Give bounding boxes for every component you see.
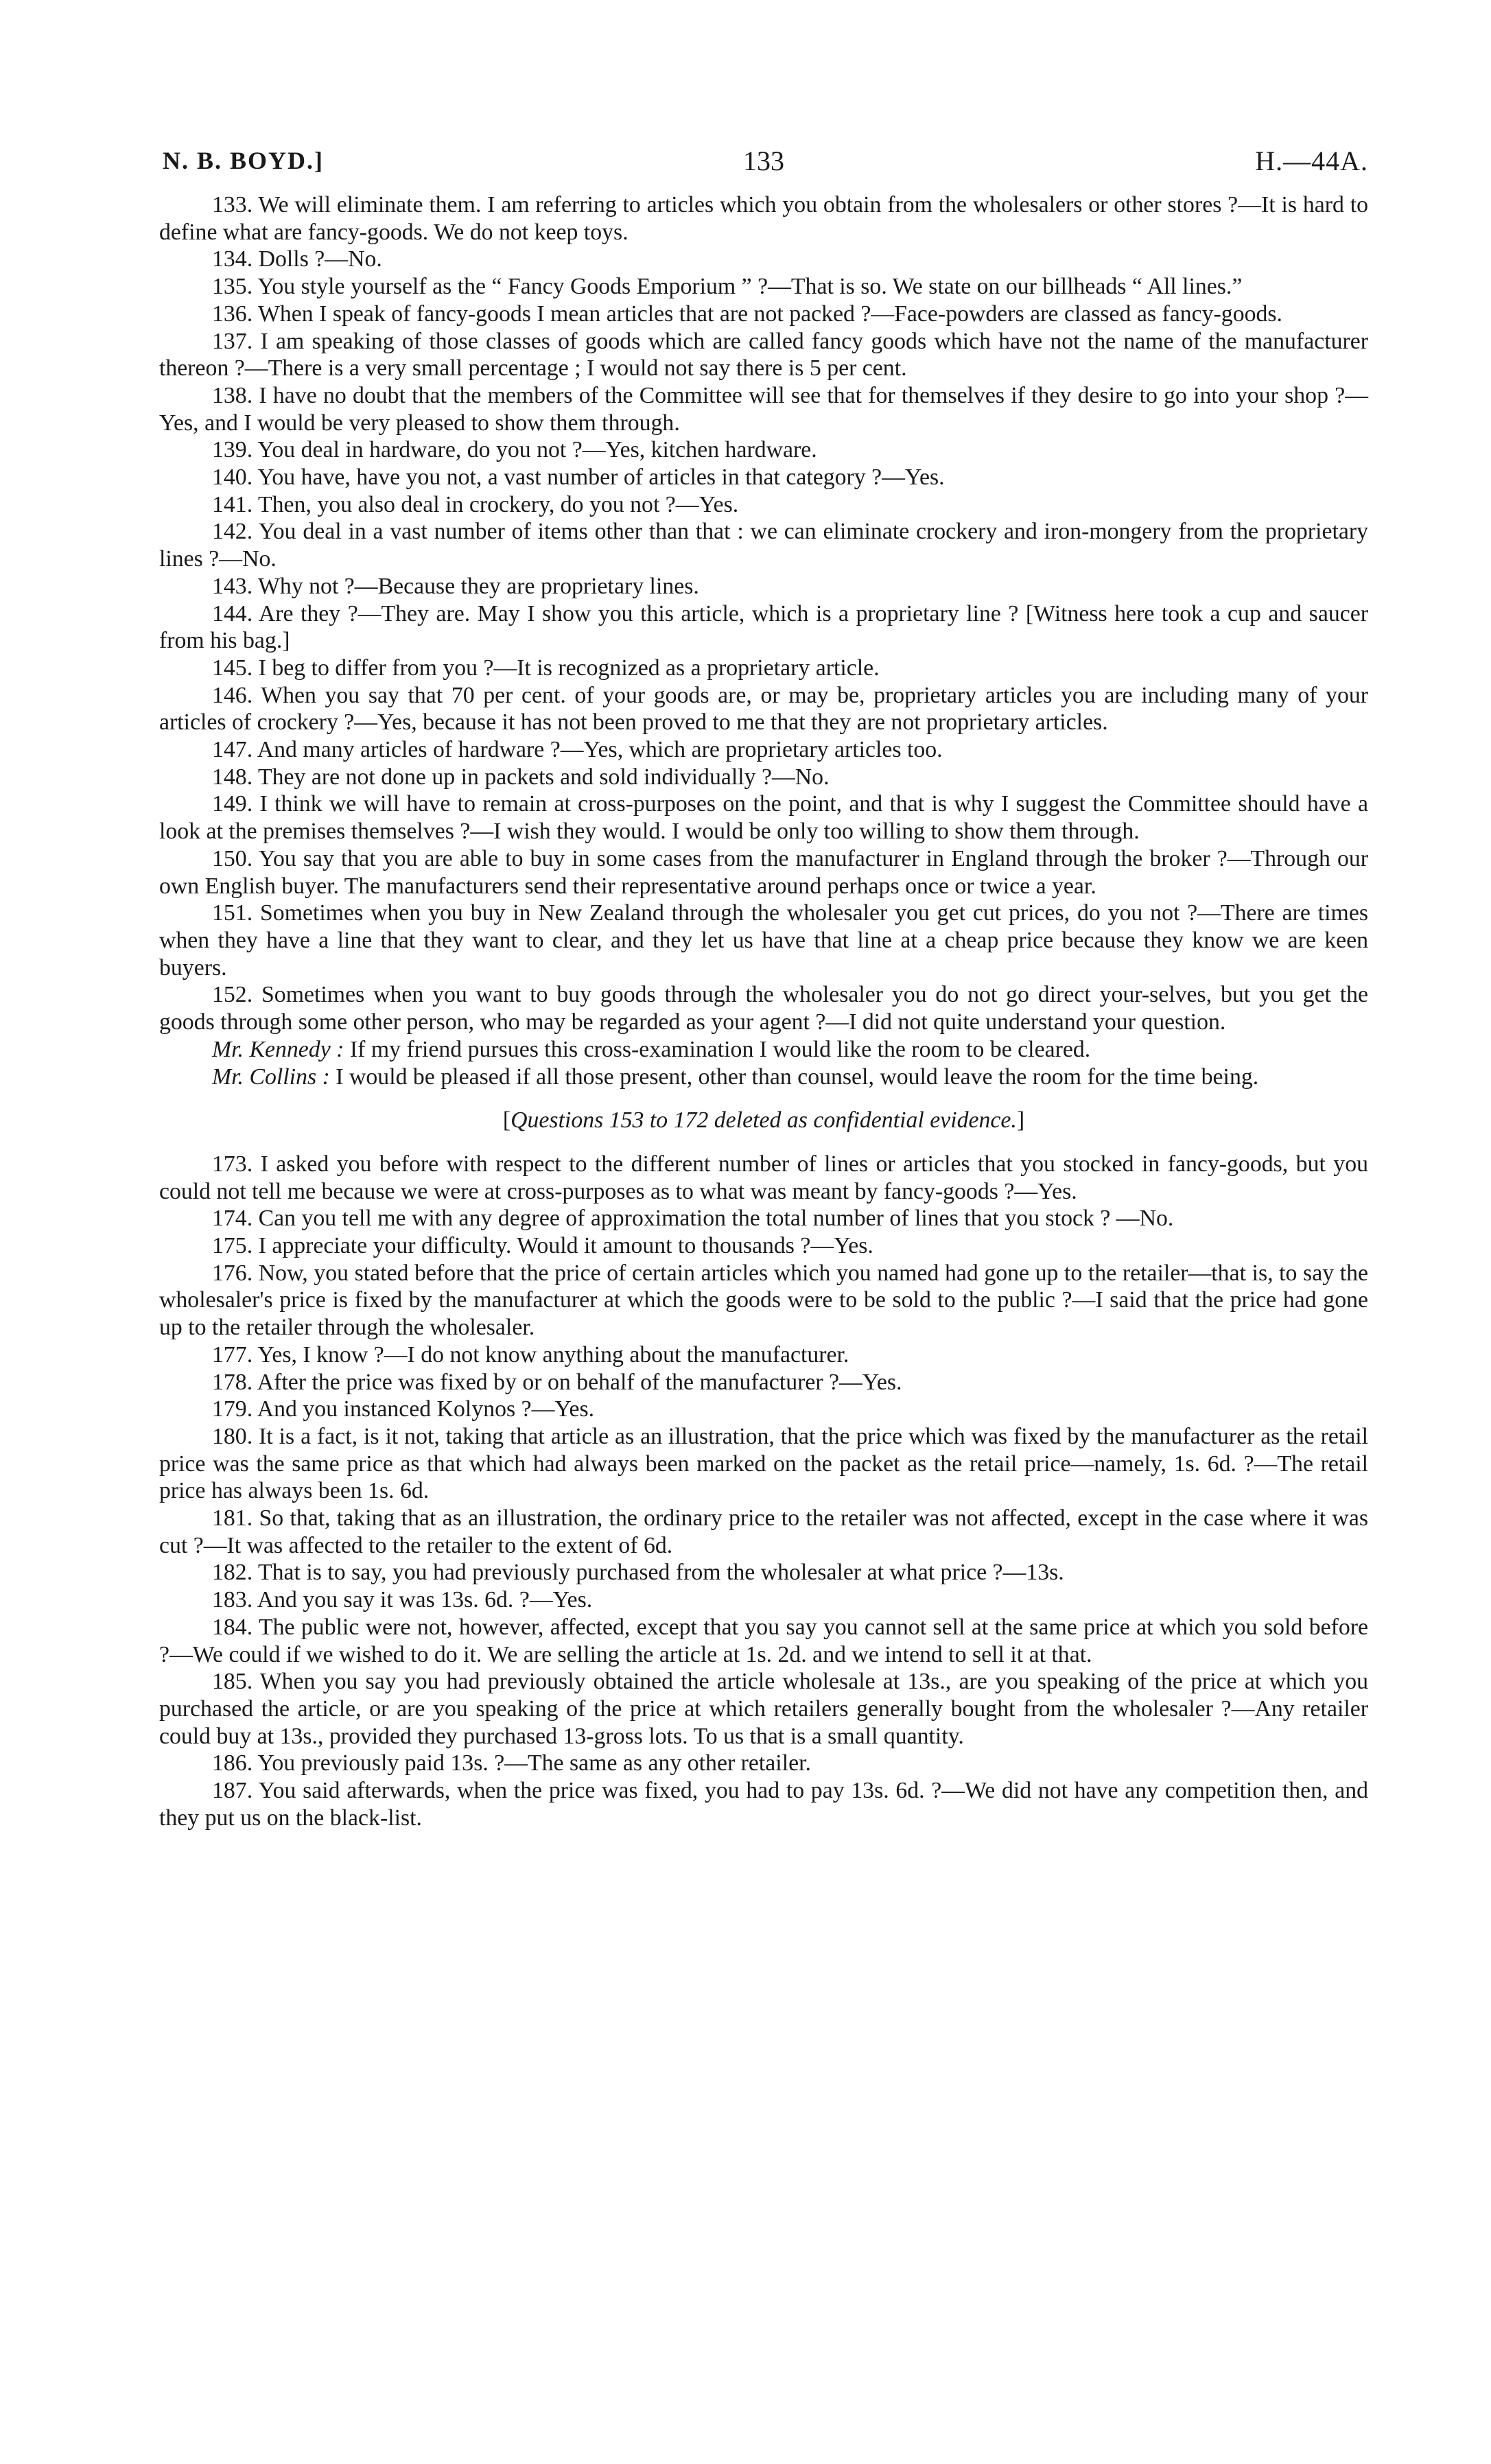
witness-name: N. B. BOYD.] [163, 147, 325, 174]
question-text: Dolls ?—No. [258, 246, 382, 272]
question-text: They are not done up in packets and sold individually ?—No. [258, 764, 830, 790]
question-number: 152. [212, 982, 253, 1008]
question-paragraph [159, 845, 1368, 900]
question-text: I asked you before with respect to the different number of lines or articles that you stocked in fancy-goods, but you could not tell me because we were at cross-purposes as to what was meant by fancy-goods ?—Yes. [159, 1151, 1368, 1204]
question-number: 140. [212, 465, 253, 491]
question-text: I beg to differ from you ?—It is recognized as a proprietary article. [258, 655, 880, 681]
question-number: 147. [212, 737, 253, 763]
question-text: After the price was fixed by or on behalf of the manufacturer ?—Yes. [257, 1369, 902, 1395]
question-text: I have no doubt that the members of the Committee will see that for themselves if they desire to go into your shop ?—Yes, and I would be very pleased to show them through. [159, 382, 1369, 436]
question-text: Sometimes when you buy in New Zealand through the wholesaler you get cut prices, do you not ?—There are times when they have a line that they want to clear, and they let us have that line at a cheap price because they know we are keen buyers. [159, 900, 1368, 981]
question-text: It is a fact, is it not, taking that article as an illustration, that the price which was fixed by the manufacturer as the retail price was the same price as that which had always been marked on the packet as the retail price—namely, 1s. 6d. ?—The retail price has always been 1s. 6d. [159, 1423, 1369, 1504]
question-number: 183. [212, 1587, 253, 1613]
question-text: I am speaking of those classes of goods which are called fancy goods which have not the name of the manufacturer thereon ?—There is a very small percentage ; I would not say there is 5 per cent. [159, 328, 1369, 382]
question-paragraph [159, 790, 1368, 845]
question-number: 144. [212, 600, 253, 626]
question-paragraph [159, 1777, 1368, 1831]
question-text: Sometimes when you want to buy goods through the wholesaler you do not go direct your-selves, but you get the goods through some other person, who may be regarded as your agent ?—I did not quite understand your question. [159, 982, 1369, 1035]
question-text: You deal in hardware, do you not ?—Yes, kitchen hardware. [257, 437, 817, 463]
question-paragraph [159, 655, 1368, 682]
page-header [159, 145, 1368, 176]
question-paragraph [159, 1151, 1368, 1205]
question-paragraph [159, 1559, 1368, 1586]
question-number: 134. [212, 246, 253, 272]
speaker-remark [159, 1064, 1368, 1091]
question-paragraph [159, 900, 1368, 981]
question-paragraph [159, 573, 1368, 600]
question-number: 142. [212, 519, 253, 545]
question-paragraph [159, 1586, 1368, 1614]
document-code: H.—44A. [1255, 145, 1368, 176]
question-text: Yes, I know ?—I do not know anything about the manufacturer. [257, 1341, 849, 1368]
question-paragraph [159, 301, 1368, 328]
question-text: When you say that 70 per cent. of your goods are, or may be, proprietary articles you are including many of your articles of crockery ?—Yes, because it has not been proved to me that they are not proprietary articles. [159, 682, 1368, 736]
question-number: 145. [212, 655, 253, 681]
question-text: That is to say, you had previously purchased from the wholesaler at what price ?—13s. [258, 1560, 1064, 1586]
question-paragraph [159, 1205, 1368, 1232]
question-paragraph [159, 328, 1368, 382]
question-number: 149. [212, 791, 253, 817]
speaker-text: If my friend pursues this cross-examination I would like the room to be cleared. [349, 1036, 1091, 1062]
deleted-evidence-note: [Questions 153 to 172 deleted as confidential evidence.] [502, 1107, 1025, 1134]
question-number: 175. [212, 1233, 253, 1259]
question-number: 176. [212, 1260, 253, 1286]
speaker-remark [159, 1036, 1368, 1064]
question-paragraph [159, 191, 1368, 246]
question-text: You have, have you not, a vast number of articles in that category ?—Yes. [257, 465, 945, 491]
question-text: So that, taking that as an illustration, the ordinary price to the retailer was not affected, except in the case where it was cut ?—It was affected to the retailer to the extent of 6d. [159, 1505, 1368, 1558]
question-number: 146. [212, 682, 253, 708]
question-paragraph [159, 246, 1368, 273]
question-number: 143. [212, 573, 253, 599]
question-paragraph [159, 1505, 1368, 1559]
question-number: 179. [212, 1396, 253, 1422]
question-paragraph [159, 1369, 1368, 1396]
question-text: I think we will have to remain at cross-purposes on the point, and that is why I suggest the Committee should have a look at the premises themselves ?—I wish they would. I would be only too willing to show them through. [159, 791, 1368, 845]
question-paragraph [159, 518, 1368, 572]
question-text: You say that you are able to buy in some cases from the manufacturer in England through the broker ?—Through our own English buyer. The manufacturers send their representative around perhaps once or twice a year. [159, 845, 1369, 899]
question-number: 178. [212, 1369, 253, 1395]
question-text: When you say you had previously obtained the article wholesale at 13s., are you speaking of the price at which you purchased the article, or are you speaking of the price at which retailers generally bought from the wholesaler ?—Any retailer could buy at 13s., provided they purchased 13-gross lots. To us that is a small quantity. [159, 1669, 1368, 1749]
question-number: 137. [212, 328, 253, 354]
question-text: When I speak of fancy-goods I mean articles that are not packed ?—Face-powders are classed as fancy-goods. [258, 301, 1283, 327]
question-text: Now, you stated before that the price of certain articles which you named had gone up to the retailer—that is, to say the wholesaler's price is fixed by the manufacturer at which the goods were to be sold to the public ?—I said that the price had gone up to the retailer through the wholesaler. [159, 1260, 1368, 1341]
speaker-text: I would be pleased if all those present, other than counsel, would leave the room for the time being. [336, 1064, 1259, 1090]
question-number: 135. [212, 274, 253, 300]
question-paragraph [159, 1423, 1368, 1505]
question-paragraph [159, 1396, 1368, 1423]
question-paragraph [159, 273, 1368, 301]
question-number: 184. [212, 1614, 253, 1640]
question-number: 186. [212, 1750, 253, 1776]
question-text: Are they ?—They are. May I show you this article, which is a proprietary line ? [Witness here took a cup and saucer from his bag.] [159, 600, 1368, 654]
question-number: 181. [212, 1505, 253, 1532]
question-paragraph [159, 1260, 1368, 1341]
page-number: 133 [743, 145, 784, 176]
question-text: You deal in a vast number of items other than that : we can eliminate crockery and iron-mongery from the proprietary lines ?—No. [159, 519, 1368, 572]
question-number: 174. [212, 1206, 253, 1232]
question-text: Can you tell me with any degree of approximation the total number of lines that you stock ? —No. [258, 1206, 1174, 1232]
counsel-remarks [159, 1036, 1368, 1090]
speaker-label: Mr. Collins : [212, 1064, 330, 1090]
questions-133-152 [159, 191, 1368, 1036]
question-number: 141. [212, 491, 253, 517]
question-number: 148. [212, 764, 253, 790]
question-paragraph [159, 600, 1368, 655]
question-number: 133. [212, 192, 253, 218]
question-paragraph [159, 736, 1368, 764]
question-text: I appreciate your difficulty. Would it amount to thousands ?—Yes. [258, 1233, 873, 1259]
question-text: And you instanced Kolynos ?—Yes. [257, 1396, 595, 1422]
questions-173-187 [159, 1151, 1368, 1832]
question-number: 182. [212, 1560, 253, 1586]
question-paragraph [159, 1750, 1368, 1777]
question-number: 177. [212, 1341, 253, 1368]
question-number: 180. [212, 1423, 253, 1449]
question-paragraph [159, 682, 1368, 736]
question-paragraph [159, 1232, 1368, 1260]
question-text: You previously paid 13s. ?—The same as any other retailer. [257, 1750, 811, 1776]
question-text: You style yourself as the “ Fancy Goods Emporium ” ?—That is so. We state on our billheads “ All lines.” [257, 274, 1243, 300]
question-paragraph [159, 1614, 1368, 1668]
document-page [159, 145, 1369, 1831]
note-text: Questions 153 to 172 deleted as confidential evidence. [510, 1107, 1017, 1134]
question-number: 173. [212, 1151, 253, 1177]
question-paragraph [159, 491, 1368, 519]
speaker-label: Mr. Kennedy : [212, 1036, 344, 1062]
question-text: And you say it was 13s. 6d. ?—Yes. [257, 1587, 593, 1613]
question-paragraph [159, 1668, 1368, 1750]
question-paragraph [159, 382, 1368, 436]
question-paragraph [159, 1341, 1368, 1369]
question-text: Why not ?—Because they are proprietary lines. [258, 573, 699, 599]
question-number: 151. [212, 900, 253, 926]
question-paragraph [159, 464, 1368, 491]
question-number: 136. [212, 301, 253, 327]
question-text: The public were not, however, affected, except that you say you cannot sell at the same price at which you sold before ?—We could if we wished to do it. We are selling the article at 1s. 2d. and we intend to sell it at that. [159, 1614, 1369, 1667]
question-text: We will eliminate them. I am referring to articles which you obtain from the wholesalers or other stores ?—It is hard to define what are fancy-goods. We do not keep toys. [159, 192, 1368, 245]
question-number: 138. [212, 382, 253, 408]
question-text: You said afterwards, when the price was fixed, you had to pay 13s. 6d. ?—We did not have any competition then, and they put us on the black-list. [159, 1778, 1368, 1831]
question-number: 150. [212, 845, 253, 871]
question-paragraph [159, 981, 1368, 1035]
question-number: 187. [212, 1778, 253, 1804]
question-text: Then, you also deal in crockery, do you not ?—Yes. [258, 491, 739, 517]
question-paragraph [159, 764, 1368, 791]
question-number: 139. [212, 437, 253, 463]
question-number: 185. [212, 1669, 253, 1695]
question-paragraph [159, 436, 1368, 464]
question-text: And many articles of hardware ?—Yes, which are proprietary articles too. [257, 737, 943, 763]
